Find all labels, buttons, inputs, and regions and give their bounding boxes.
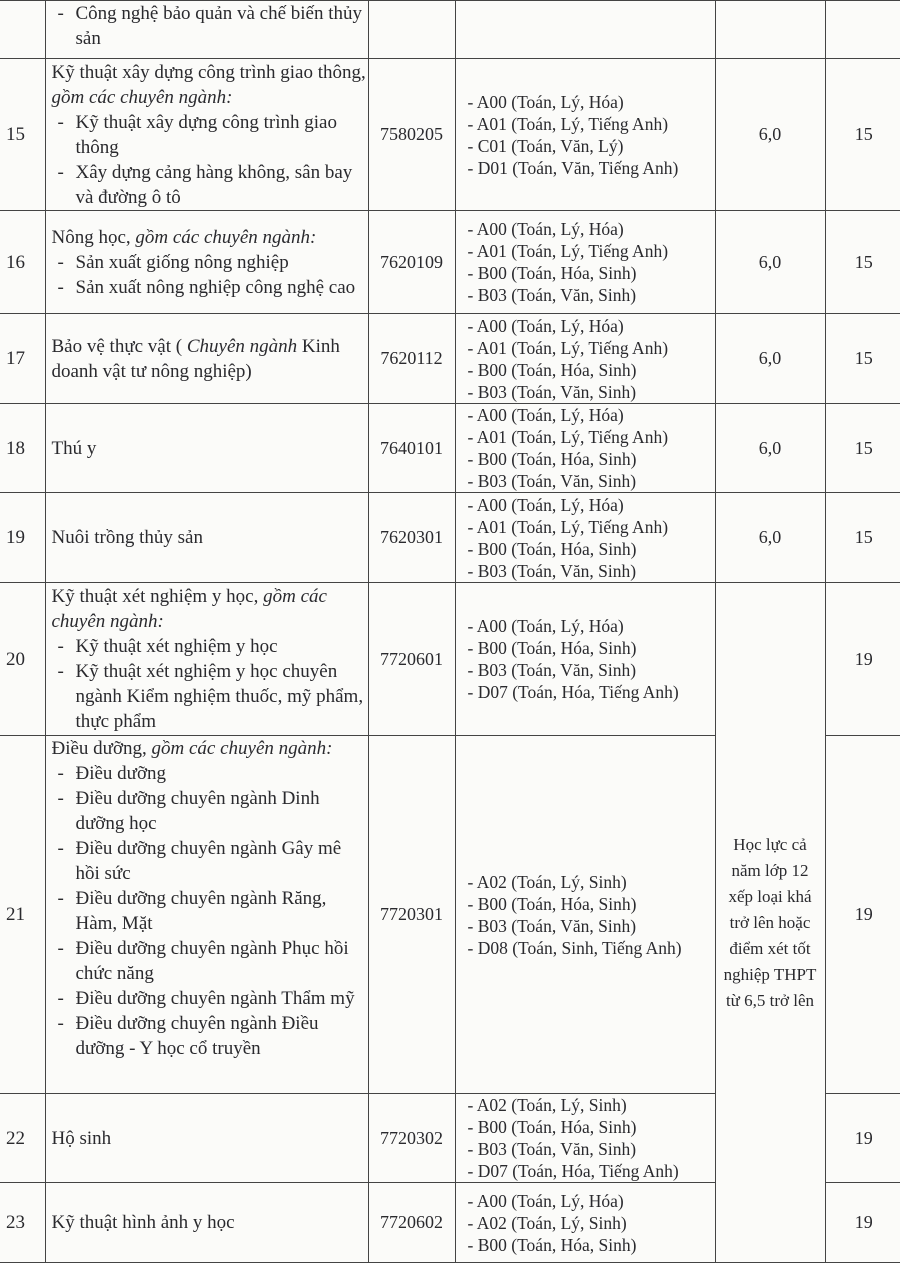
major-name: [45, 1183, 368, 1263]
specialization-label: Điều dưỡng chuyên ngành Dinh dưỡng học: [75, 788, 320, 834]
major-title: Thú y: [51, 437, 97, 459]
row-number: 16: [0, 211, 45, 314]
minimum-threshold: 6,0: [715, 404, 825, 493]
subject-combination: - B00 (Toán, Hóa, Sinh): [467, 359, 637, 380]
subject-combination: - A02 (Toán, Lý, Sinh): [467, 871, 627, 892]
specialization-label: Công nghệ bảo quản và chế biến thủy sản: [75, 3, 363, 49]
row-number: 15: [0, 59, 45, 211]
major-subtitle: gồm các chuyên ngành:: [51, 586, 327, 632]
specialization-label: Kỹ thuật xét nghiệm y học: [75, 636, 278, 657]
row-number: 18: [0, 404, 45, 493]
major-code: 7620109: [368, 211, 455, 314]
specialization-label: Điều dưỡng chuyên ngành Răng, Hàm, Mặt: [75, 888, 327, 934]
major-code: 7640101: [368, 404, 455, 493]
major-subtitle: Chuyên ngành: [186, 335, 298, 357]
specialization-item: [52, 836, 368, 886]
subject-combination: - B03 (Toán, Văn, Sinh): [467, 381, 637, 402]
subject-combination: - B03 (Toán, Văn, Sinh): [467, 560, 637, 581]
subject-combination: - A00 (Toán, Lý, Hóa): [467, 1190, 624, 1211]
subject-combination: - A00 (Toán, Lý, Hóa): [467, 315, 624, 336]
minimum-threshold: [715, 1, 825, 59]
major-title-tail: Kinh doanh vật tư nông nghiệp): [51, 335, 340, 382]
admission-score: 19: [825, 583, 900, 736]
subject-combination: - A00 (Toán, Lý, Hóa): [467, 91, 624, 112]
table-row: [0, 583, 900, 736]
table-row: [0, 59, 900, 211]
specialization-label: Xây dựng cảng hàng không, sân bay và đường ô tô: [75, 161, 353, 208]
specialization-label: Sản xuất nông nghiệp công nghệ cao: [75, 276, 356, 298]
major-title: Nuôi trồng thủy sản: [51, 527, 203, 548]
specialization-item: [52, 110, 368, 160]
specialization-label: Điều dưỡng chuyên ngành Điều dưỡng - Y học cổ truyền: [75, 1013, 319, 1059]
subject-combination: - A02 (Toán, Lý, Sinh): [467, 1212, 627, 1233]
row-number: 19: [0, 493, 45, 583]
subject-combinations: [455, 1, 715, 59]
specialization-item: [52, 886, 368, 936]
minimum-threshold: 6,0: [715, 493, 825, 583]
major-code: 7720301: [368, 736, 455, 1094]
subject-combination: - B03 (Toán, Văn, Sinh): [467, 285, 637, 305]
subject-combination: - A00 (Toán, Lý, Hóa): [467, 616, 624, 636]
subject-combination: - D07 (Toán, Hóa, Tiếng Anh): [467, 682, 679, 702]
subject-combination: - D07 (Toán, Hóa, Tiếng Anh): [467, 1161, 679, 1181]
specialization-item: [52, 275, 368, 300]
specialization-label: Điều dưỡng chuyên ngành Gây mê hồi sức: [75, 838, 342, 884]
specialization-label: Điều dưỡng: [75, 763, 167, 784]
major-title: Điều dưỡng,: [51, 738, 147, 759]
dash-bullet: -: [57, 3, 64, 24]
subject-combinations: [455, 211, 715, 314]
subject-combination: - D08 (Toán, Sinh, Tiếng Anh): [467, 937, 682, 958]
subject-combination: - A00 (Toán, Lý, Hóa): [467, 405, 624, 425]
major-name: [45, 1, 368, 59]
major-title: Bảo vệ thực vật (: [51, 335, 183, 357]
subject-combination: - A01 (Toán, Lý, Tiếng Anh): [467, 516, 669, 537]
merged-minimum-threshold: Học lực cả năm lớp 12 xếp loại khá trở lên hoặc điểm xét tốt nghiệp THPT từ 6,5 trở lên: [715, 583, 825, 1263]
admission-score: [825, 1, 900, 59]
major-name: [45, 404, 368, 493]
admission-score: 19: [825, 1094, 900, 1183]
dash-bullet: -: [57, 888, 64, 909]
major-name: [45, 736, 368, 1094]
subject-combination: - A01 (Toán, Lý, Tiếng Anh): [467, 113, 669, 134]
admission-score: 15: [825, 211, 900, 314]
major-code: 7720601: [368, 583, 455, 736]
major-subtitle: gồm các chuyên ngành:: [151, 738, 333, 759]
admission-score: 15: [825, 493, 900, 583]
row-number: 22: [0, 1094, 45, 1183]
subject-combination: - B00 (Toán, Hóa, Sinh): [467, 638, 637, 658]
specialization-item: [52, 936, 368, 986]
specialization-label: Kỹ thuật xây dựng công trình giao thông: [75, 111, 337, 158]
dash-bullet: -: [57, 763, 64, 784]
specialization-item: [52, 634, 368, 659]
major-code: 7620301: [368, 493, 455, 583]
subject-combinations: [455, 404, 715, 493]
table-row: [0, 211, 900, 314]
dash-bullet: -: [57, 636, 64, 657]
specialization-item: [52, 250, 368, 275]
subject-combination: - B03 (Toán, Văn, Sinh): [467, 471, 637, 491]
subject-combination: - B00 (Toán, Hóa, Sinh): [467, 263, 637, 283]
major-code: 7620112: [368, 314, 455, 404]
major-code: [368, 1, 455, 59]
subject-combination: - B03 (Toán, Văn, Sinh): [467, 915, 637, 936]
specialization-item: [52, 659, 368, 734]
dash-bullet: -: [57, 1013, 64, 1034]
subject-combinations: [455, 314, 715, 404]
major-name: [45, 211, 368, 314]
subject-combination: - C01 (Toán, Văn, Lý): [467, 135, 624, 156]
specialization-item: [52, 1011, 368, 1061]
subject-combination: - B00 (Toán, Hóa, Sinh): [467, 1117, 637, 1137]
subject-combination: - A01 (Toán, Lý, Tiếng Anh): [467, 427, 669, 447]
row-number: 17: [0, 314, 45, 404]
major-code: 7580205: [368, 59, 455, 211]
subject-combination: - A01 (Toán, Lý, Tiếng Anh): [467, 337, 669, 358]
table-row: [0, 1, 900, 59]
specialization-item: [52, 786, 368, 836]
table-row: [0, 314, 900, 404]
specialization-label: Điều dưỡng chuyên ngành Phục hồi chức năng: [75, 938, 349, 984]
subject-combinations: [455, 583, 715, 736]
subject-combinations: [455, 59, 715, 211]
admission-score: 19: [825, 736, 900, 1094]
major-title: Hộ sinh: [51, 1127, 112, 1149]
subject-combination: - B03 (Toán, Văn, Sinh): [467, 660, 637, 680]
dash-bullet: -: [57, 661, 64, 682]
dash-bullet: -: [57, 161, 64, 183]
major-subtitle: gồm các chuyên ngành:: [135, 226, 317, 248]
major-title: Kỹ thuật hình ảnh y học: [51, 1212, 235, 1233]
major-name: [45, 59, 368, 211]
subject-combination: - A02 (Toán, Lý, Sinh): [467, 1095, 627, 1115]
row-number: 23: [0, 1183, 45, 1263]
subject-combination: - B00 (Toán, Hóa, Sinh): [467, 449, 637, 469]
specialization-item: [52, 1, 368, 51]
specialization-label: Kỹ thuật xét nghiệm y học chuyên ngành Kiểm nghiệm thuốc, mỹ phẩm, thực phẩm: [75, 661, 364, 732]
major-title: Nông học,: [51, 226, 131, 248]
major-code: 7720602: [368, 1183, 455, 1263]
dash-bullet: -: [57, 938, 64, 959]
major-code: 7720302: [368, 1094, 455, 1183]
subject-combinations: [455, 736, 715, 1094]
specialization-item: [52, 160, 368, 210]
specialization-label: Sản xuất giống nông nghiệp: [75, 251, 289, 273]
major-subtitle: gồm các chuyên ngành:: [51, 86, 233, 108]
major-name: [45, 583, 368, 736]
subject-combination: - B00 (Toán, Hóa, Sinh): [467, 538, 637, 559]
subject-combinations: [455, 1094, 715, 1183]
subject-combination: - B00 (Toán, Hóa, Sinh): [467, 893, 637, 914]
admission-score: 15: [825, 404, 900, 493]
subject-combination: - B03 (Toán, Văn, Sinh): [467, 1139, 637, 1159]
minimum-threshold: 6,0: [715, 314, 825, 404]
major-title: Kỹ thuật xây dựng công trình giao thông,: [51, 61, 366, 83]
major-name: [45, 314, 368, 404]
row-number: 20: [0, 583, 45, 736]
subject-combination: - A01 (Toán, Lý, Tiếng Anh): [467, 241, 669, 261]
specialization-label: Điều dưỡng chuyên ngành Thẩm mỹ: [75, 988, 355, 1009]
subject-combination: - A00 (Toán, Lý, Hóa): [467, 219, 624, 239]
dash-bullet: -: [57, 276, 64, 298]
dash-bullet: -: [57, 111, 64, 133]
major-title: Kỹ thuật xét nghiệm y học,: [51, 586, 259, 607]
subject-combinations: [455, 1183, 715, 1263]
subject-combination: - B00 (Toán, Hóa, Sinh): [467, 1234, 637, 1255]
minimum-threshold: 6,0: [715, 59, 825, 211]
specialization-item: [52, 986, 368, 1011]
specialization-item: [52, 761, 368, 786]
row-number: [0, 1, 45, 59]
dash-bullet: -: [57, 251, 64, 273]
dash-bullet: -: [57, 838, 64, 859]
dash-bullet: -: [57, 788, 64, 809]
major-name: [45, 493, 368, 583]
major-name: [45, 1094, 368, 1183]
admission-score: 19: [825, 1183, 900, 1263]
subject-combinations: [455, 493, 715, 583]
table-row: [0, 404, 900, 493]
admission-score: 15: [825, 59, 900, 211]
dash-bullet: -: [57, 988, 64, 1009]
table-row: [0, 493, 900, 583]
admission-score: 15: [825, 314, 900, 404]
subject-combination: - D01 (Toán, Văn, Tiếng Anh): [467, 157, 679, 178]
row-number: 21: [0, 736, 45, 1094]
subject-combination: - A00 (Toán, Lý, Hóa): [467, 494, 624, 515]
minimum-threshold: 6,0: [715, 211, 825, 314]
